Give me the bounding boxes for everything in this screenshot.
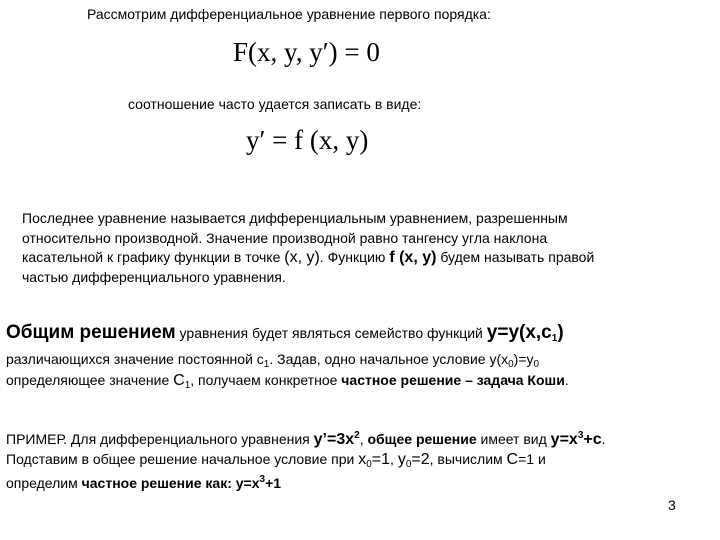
- paragraph-line-1: Последнее уравнение называется дифференциальным уравнением, разрешенным: [22, 210, 568, 226]
- intro-text-2: соотношение часто удается записать в виде:: [128, 96, 422, 112]
- general-solution-line-1: Общим решением уравнения будет являться семейство функций $y=y(x,c_1)$: [6, 322, 564, 344]
- paragraph-line-3: касательной к графику функции в точке (x, y). Функцию f (x, y) будем называть правой: [22, 249, 595, 266]
- example-line-1: ПРИМЕР. Для дифференциального уравнения $y’=3x^2$, общее решение имеет вид $y=x^3+c$.: [6, 430, 606, 448]
- example-line-3: определим частное решение как: $y=x^3+1$: [6, 474, 282, 491]
- general-solution-line-2: различающихся значение постоянной $с_1$. Задав, одно начальное условие $y(x_0)=y_0$: [6, 351, 540, 370]
- formula-implicit: F(x, y, y′) = 0: [233, 37, 380, 67]
- intro-text: Рассмотрим дифференциальное уравнение первого порядка:: [87, 6, 491, 22]
- page-number: 3: [668, 497, 676, 513]
- paragraph-line-4: частью дифференциального уравнения.: [22, 269, 286, 285]
- general-solution-line-3: определяющее значение $C_1$, получаем конкретное частное решение – задача Коши.: [6, 372, 569, 391]
- general-solution-heading: Общим решением: [6, 322, 176, 343]
- paragraph-line-2: относительно производной. Значение производной равно тангенсу угла наклона: [22, 230, 548, 246]
- example-line-2: Подставим в общее решение начальное условие при $x_0=1$, $y_0=2$, вычислим C=1 и: [6, 451, 546, 470]
- formula-explicit: y′ = f (x, y): [246, 125, 369, 155]
